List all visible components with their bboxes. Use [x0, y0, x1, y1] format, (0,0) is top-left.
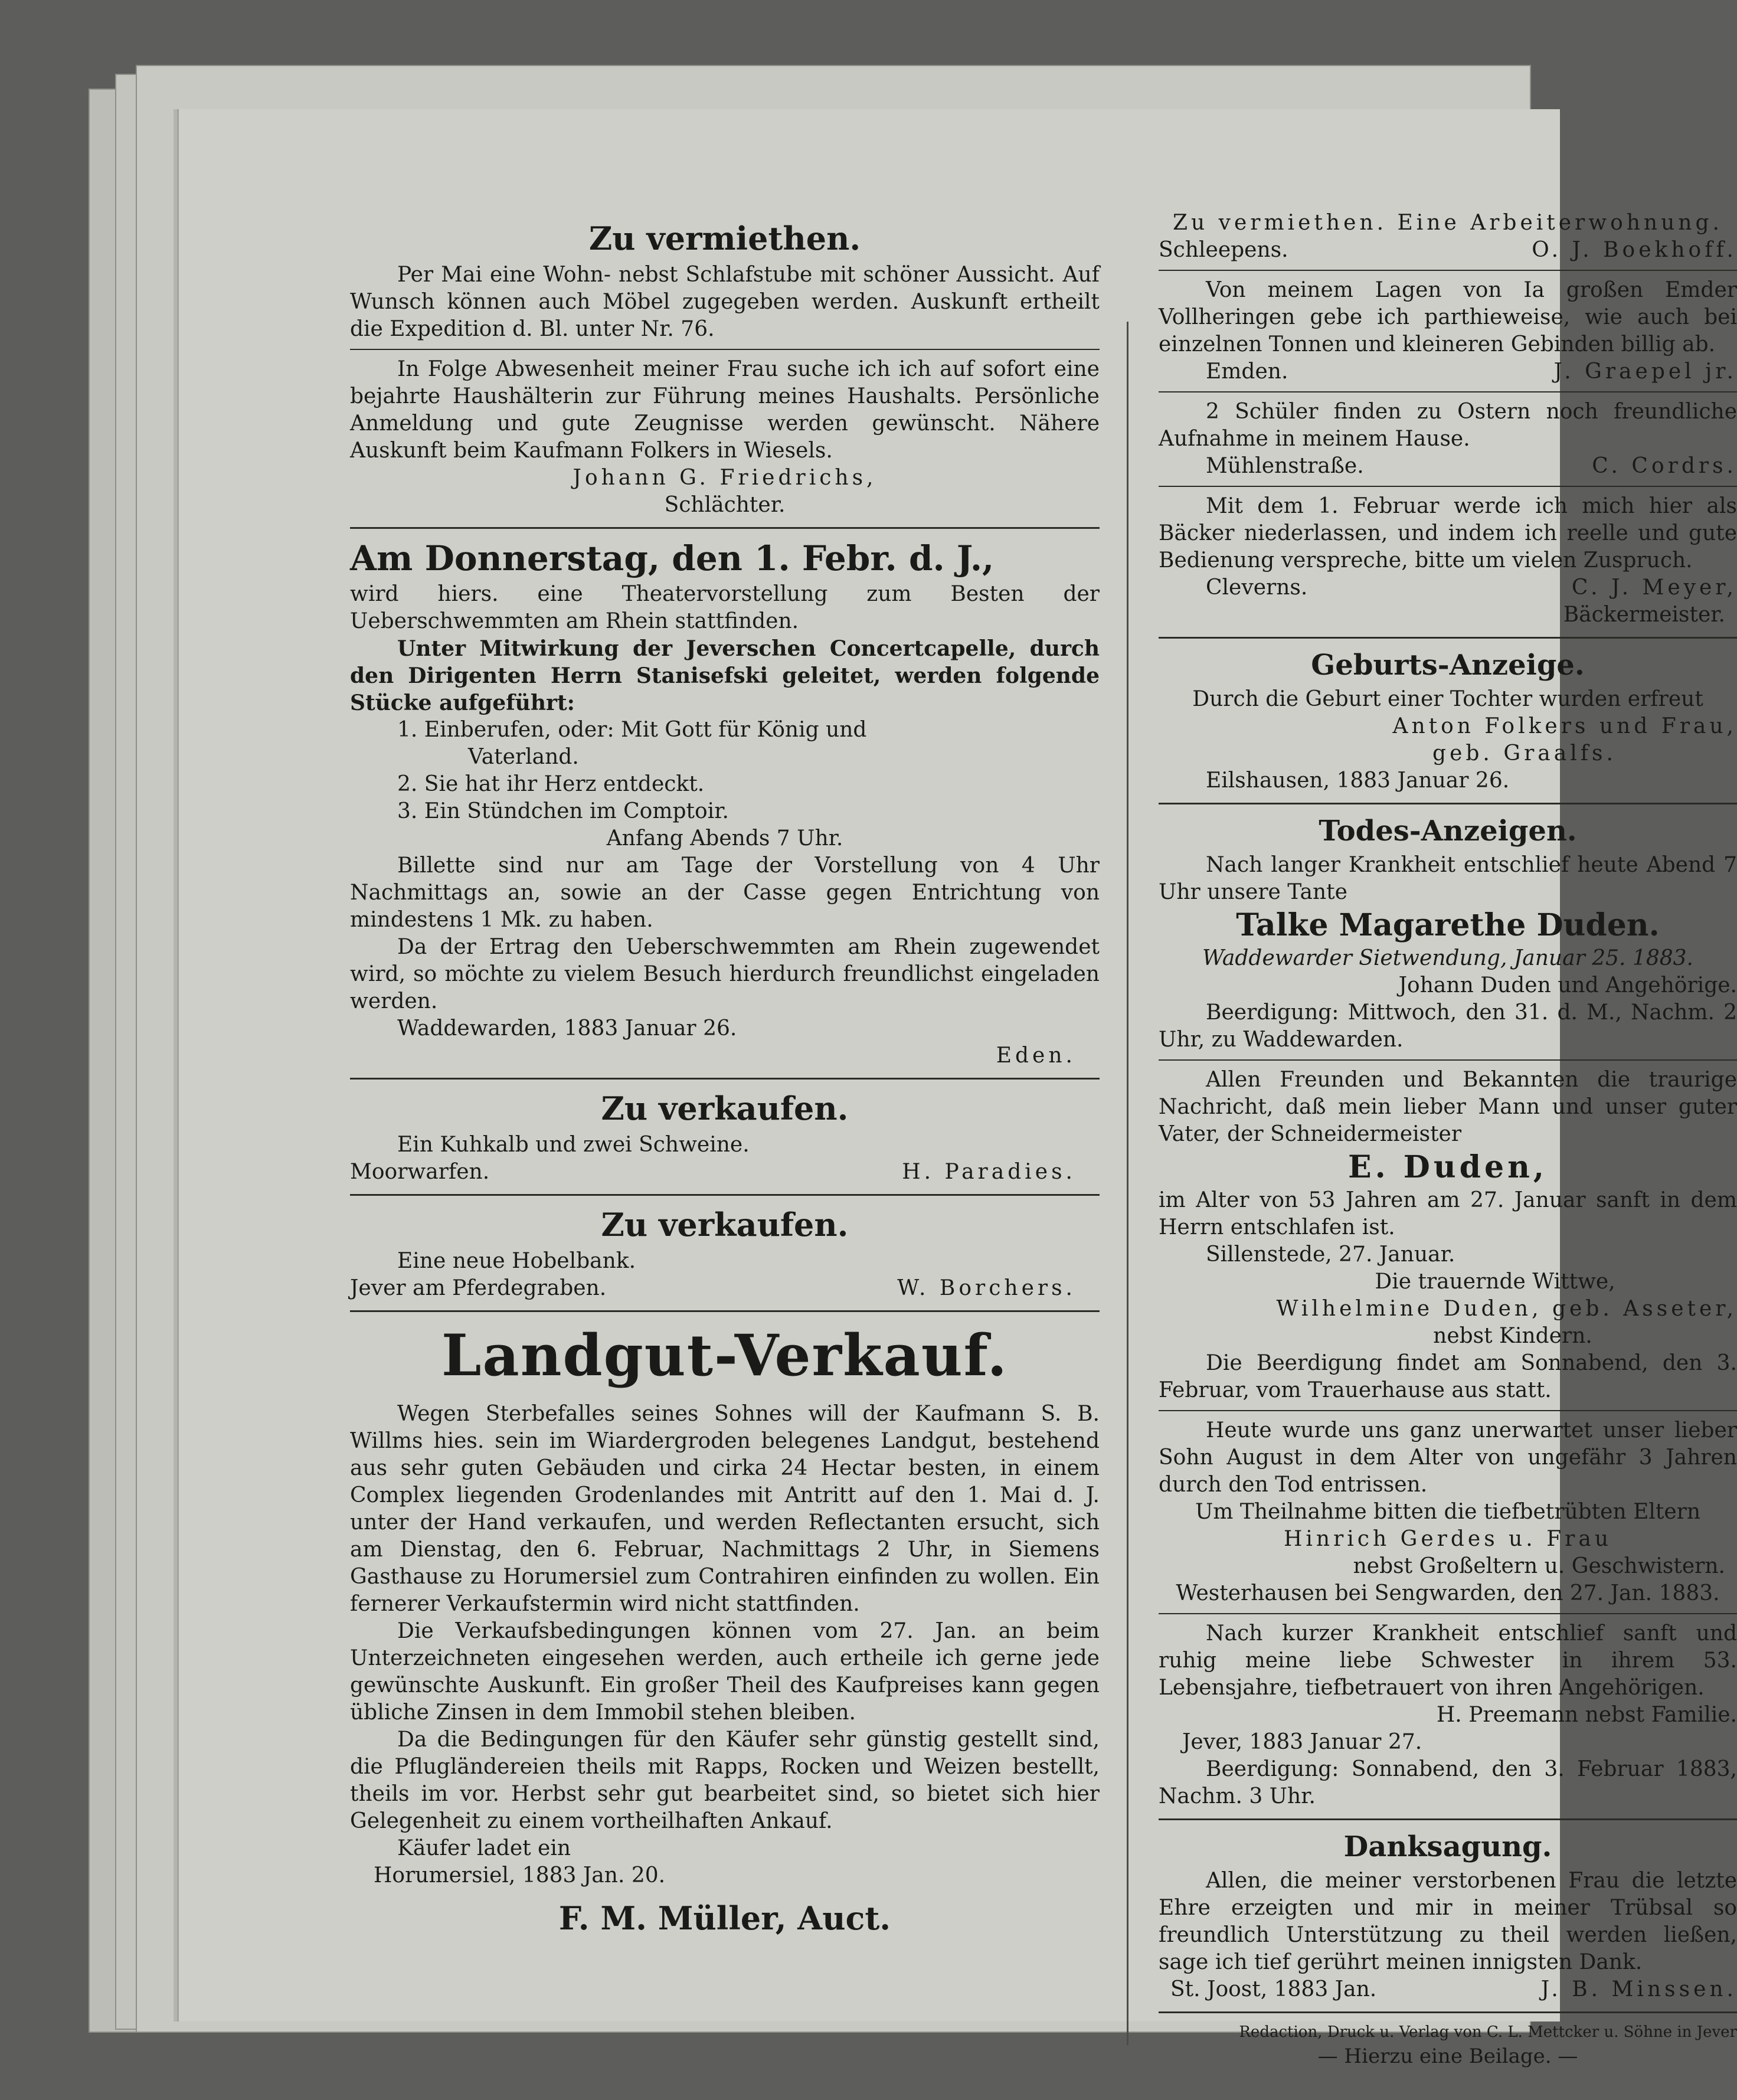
ad-sale-bench — [350, 1204, 1100, 1302]
ad-footer — [1159, 1976, 1737, 2003]
divider — [350, 1194, 1100, 1196]
program-item: Vaterland. — [468, 745, 579, 769]
ad-place: Mühlenstraße. — [1206, 454, 1364, 478]
ad-housekeeper — [350, 356, 1100, 519]
ad-sale-calf — [350, 1088, 1100, 1186]
notice-body: im Alter von 53 Jahren am 27. Januar sanft in dem Herrn entschlafen ist. — [1159, 1188, 1737, 1239]
ad-estate-sale — [350, 1320, 1100, 1939]
notice-body: Nach langer Krankheit entschlief heute Abend 7 Uhr unsere Tante — [1159, 853, 1737, 904]
ad-worker-flat — [1159, 210, 1737, 264]
ad-signature: W. Borchers. — [897, 1276, 1076, 1300]
ad-signature: F. M. Müller, Auct. — [558, 1899, 891, 1937]
ad-signature: J. B. Minssen. — [1540, 1977, 1737, 2001]
ad-paragraph: Die Verkaufsbedingungen können vom 27. Jan. an beim Unterzeichneten eingesehen werden, auch ertheile ich gerne jede gewünschte Auskunft. Ein großer Theil des Kaufpreises kann gegen übliche Zinsen in dem Immobil stehen bleiben. — [350, 1619, 1100, 1725]
divider — [1159, 270, 1737, 271]
ad-students — [1159, 398, 1737, 480]
notice-place: Sillenstede, 27. Januar. — [1206, 1242, 1455, 1267]
ad-title: Zu verkaufen. — [601, 1206, 849, 1244]
notice-ask: Um Theilnahme bitten die tiefbetrübten Eltern — [1195, 1500, 1701, 1524]
ad-footer — [350, 1275, 1100, 1302]
divider — [1159, 637, 1737, 639]
place-date: Horumersiel, 1883 Jan. 20. — [374, 1863, 666, 1888]
ad-footer — [350, 1159, 1100, 1186]
ad-title: Landgut-Verkauf. — [441, 1322, 1008, 1389]
ad-rent — [350, 218, 1100, 343]
ad-body: Mit dem 1. Februar werde ich mich hier als Bäcker niederlassen, und indem ich reelle und gute Bedienung verspreche, bitte um vielen Zuspruch. — [1159, 494, 1737, 573]
ad-title: Geburts-Anzeige. — [1311, 649, 1585, 682]
right-column — [1159, 210, 1737, 2070]
divider — [1159, 803, 1737, 804]
notice-widow: Die trauernde Wittwe, — [1375, 1270, 1615, 1294]
ad-place: Emden. — [1206, 359, 1288, 384]
ad-place: Moorwarfen. — [350, 1160, 490, 1184]
ad-signature: C. Cordrs. — [1592, 454, 1737, 478]
program-item: 3. Ein Stündchen im Comptoir. — [397, 799, 729, 823]
ad-thanks — [1159, 1828, 1737, 2003]
ad-role: Schlächter. — [664, 493, 786, 517]
program-list — [350, 717, 1100, 825]
ad-theater — [350, 537, 1100, 1069]
divider — [1159, 1818, 1737, 1820]
ad-place: St. Joost, 1883 Jan. — [1170, 1977, 1377, 2001]
program-item: 2. Sie hat ihr Herz entdeckt. — [397, 772, 705, 796]
imprint: Redaction, Druck u. Verlag von C. L. Mettcker u. Söhne in Jever — [1239, 2023, 1737, 2041]
divider — [1159, 1613, 1737, 1614]
ad-body: Per Mai eine Wohn- nebst Schlafstube mit schöner Aussicht. Auf Wunsch können auch Möbel zugegeben werden. Auskunft ertheilt die Expedition d. Bl. unter Nr. 76. — [350, 263, 1100, 341]
place-date: Eilshausen, 1883 Januar 26. — [1206, 768, 1510, 793]
notice-names: H. Preemann nebst Familie. — [1436, 1703, 1737, 1727]
program-item: 1. Einberufen, oder: Mit Gott für König und — [397, 718, 867, 742]
ad-body: Zu vermiethen. Eine Arbeiterwohnung. — [1173, 211, 1723, 235]
ad-signature: Eden. — [996, 1044, 1076, 1068]
notice-names: Hinrich Gerdes u. Frau — [1283, 1527, 1612, 1551]
ad-footer — [1159, 358, 1737, 385]
ad-signature: O. J. Boekhoff. — [1532, 238, 1737, 262]
ad-title: Am Donnerstag, den 1. Febr. d. J., — [350, 538, 995, 578]
divider — [350, 1078, 1100, 1080]
notice-place: Jever, 1883 Januar 27. — [1182, 1730, 1422, 1754]
ad-title: Zu vermiethen. — [588, 220, 861, 257]
ad-baker — [1159, 493, 1737, 629]
notice-body: Heute wurde uns ganz unerwartet unser lieber Sohn August in dem Alter von ungefähr 3 Jahren durch den Tod entrissen. — [1159, 1418, 1737, 1497]
ad-title: Zu verkaufen. — [601, 1090, 849, 1127]
ad-signature: Anton Folkers und Frau, — [1392, 714, 1737, 738]
divider — [1159, 1059, 1737, 1061]
ad-footer — [1159, 574, 1737, 601]
ad-paragraph: Wegen Sterbefalles seines Sohnes will der Kaufmann S. B. Willms hies. sein im Wiardergroden belegenes Landgut, bestehend aus sehr guten Gebäuden und cirka 24 Hectar besten, in einem Complex liegenden Grodenlandes mit Antritt auf den 1. Mai d. J. unter der Hand verkaufen, und werden Reflectanten ersucht, sich am Dienstag, den 6. Februar, Nachmittags 2 Uhr, in Siemens Gasthause zu Horumersiel zum Contrahiren einfinden zu wollen. Ein fernerer Verkaufstermin wird nicht stattfinden. — [350, 1402, 1100, 1616]
ad-maiden-name: geb. Graalfs. — [1432, 741, 1617, 766]
divider — [1159, 2011, 1737, 2013]
ad-body: Eine neue Hobelbank. — [397, 1249, 636, 1273]
notice-place: Waddewarder Sietwendung, Januar 25. 1883. — [1202, 946, 1693, 970]
divider — [1159, 1410, 1737, 1411]
ad-footer — [1159, 237, 1737, 264]
ad-body: Von meinem Lagen von Ia großen Emder Vollheringen gebe ich parthieweise, wie auch bei einzelnen Tonnen und kleineren Gebinden billig ab. — [1159, 278, 1737, 356]
place-date: Waddewarden, 1883 Januar 26. — [397, 1016, 737, 1041]
divider — [350, 349, 1100, 350]
supplement-note: — Hierzu eine Beilage. — — [1317, 2045, 1578, 2068]
ad-body: In Folge Abwesenheit meiner Frau suche ich ich auf sofort eine bejahrte Haushälterin zur Führung meines Haushalts. Persönliche Anmeldung und gute Zeugnisse werden gewünscht. Nähere Auskunft beim Kaufmann Folkers in Wiesels. — [350, 357, 1100, 463]
divider — [1159, 391, 1737, 392]
deceased-name: Talke Magarethe Duden. — [1236, 907, 1660, 943]
start-time: Anfang Abends 7 Uhr. — [606, 826, 843, 851]
notice-burial: Beerdigung: Mittwoch, den 31. d. M., Nachm. 2 Uhr, zu Waddewarden. — [1159, 1000, 1737, 1052]
notice-burial: Beerdigung: Sonnabend, den 3. Februar 1883, Nachm. 3 Uhr. — [1159, 1757, 1737, 1808]
donation-note: Da der Ertrag den Ueberschwemmten am Rhein zugewendet wird, so möchte zu vielem Besuch hierdurch freundlichst eingeladen werden. — [350, 935, 1100, 1013]
ad-death-notices — [1159, 813, 1737, 1810]
notice-family: Johann Duden und Angehörige. — [1398, 973, 1737, 997]
ad-title: Todes-Anzeigen. — [1319, 815, 1577, 848]
ad-body: Ein Kuhkalb und zwei Schweine. — [397, 1133, 750, 1157]
notice-widow-name: Wilhelmine Duden, geb. Asseter, — [1276, 1297, 1737, 1321]
ad-body: Allen, die meiner verstorbenen Frau die letzte Ehre erzeigten und mir in meiner Trübsal so freundlich Unterstützung zu theil werden ließen, sage ich tief gerührt meinen innigsten Dank. — [1159, 1869, 1737, 1974]
ad-footer — [1159, 453, 1737, 480]
left-column — [350, 215, 1100, 1939]
ad-signature: H. Paradies. — [902, 1160, 1076, 1184]
divider — [1159, 486, 1737, 487]
ad-signature: Johann G. Friedrichs, — [573, 466, 877, 490]
ticket-info: Billette sind nur am Tage der Vorstellung von 4 Uhr Nachmittags an, sowie an der Casse gegen Entrichtung von mindestens 1 Mk. zu haben. — [350, 853, 1100, 932]
ad-intro: wird hiers. eine Theatervorstellung zum Besten der Ueberschwemmten am Rhein stattfinden. — [350, 582, 1100, 633]
notice-place: Westerhausen bei Sengwarden, den 27. Jan. 1883. — [1176, 1581, 1720, 1605]
newspaper-page — [177, 109, 1737, 2068]
deceased-name: E. Duden, — [1347, 1149, 1548, 1185]
ad-body: Durch die Geburt einer Tochter wurden erfreut — [1192, 687, 1703, 711]
divider — [350, 527, 1100, 529]
notice-names: nebst Großeltern u. Geschwistern. — [1353, 1554, 1725, 1578]
ad-body: Unter Mitwirkung der Jeverschen Concertcapelle, durch den Dirigenten Herrn Stanisefski geleitet, werden folgende Stücke aufgeführt: — [350, 636, 1100, 715]
ad-paragraph: Da die Bedingungen für den Käufer sehr günstig gestellt sind, die Pflugländereien theils mit Rapps, Rocken und Weizen bestellt, theils im vor. Herbst sehr gut bearbeitet sind, so bietet sich hier Gelegenheit zu einem vortheilhaften Ankauf. — [350, 1728, 1100, 1833]
notice-burial: Die Beerdigung findet am Sonnabend, den 3. Februar, vom Trauerhause aus statt. — [1159, 1351, 1737, 1402]
ad-title: Danksagung. — [1343, 1830, 1552, 1863]
ad-place: Cleverns. — [1206, 575, 1308, 600]
ad-place: Jever am Pferdegraben. — [350, 1276, 607, 1300]
ad-body: 2 Schüler finden zu Ostern noch freundliche Aufnahme in meinem Hause. — [1159, 400, 1737, 451]
ad-role: Bäckermeister. — [1563, 603, 1725, 627]
ad-paragraph: Käufer ladet ein — [397, 1836, 571, 1860]
column-divider — [1127, 322, 1128, 2045]
ad-signature: C. J. Meyer, — [1571, 575, 1737, 600]
divider — [350, 1310, 1100, 1312]
ad-place: Schleepens. — [1159, 238, 1288, 262]
notice-body: Allen Freunden und Bekannten die traurige Nachricht, daß mein lieber Mann und unser guter Vater, der Schneidermeister — [1159, 1068, 1737, 1146]
ad-signature: J. Graepel jr. — [1553, 359, 1737, 384]
notice-body: Nach kurzer Krankheit entschlief sanft und ruhig meine liebe Schwester in ihrem 53. Lebensjahre, tiefbetrauert von ihren Angehörigen. — [1159, 1621, 1737, 1700]
ad-herring — [1159, 277, 1737, 385]
notice-kids: nebst Kindern. — [1433, 1324, 1592, 1348]
ad-birth — [1159, 647, 1737, 794]
